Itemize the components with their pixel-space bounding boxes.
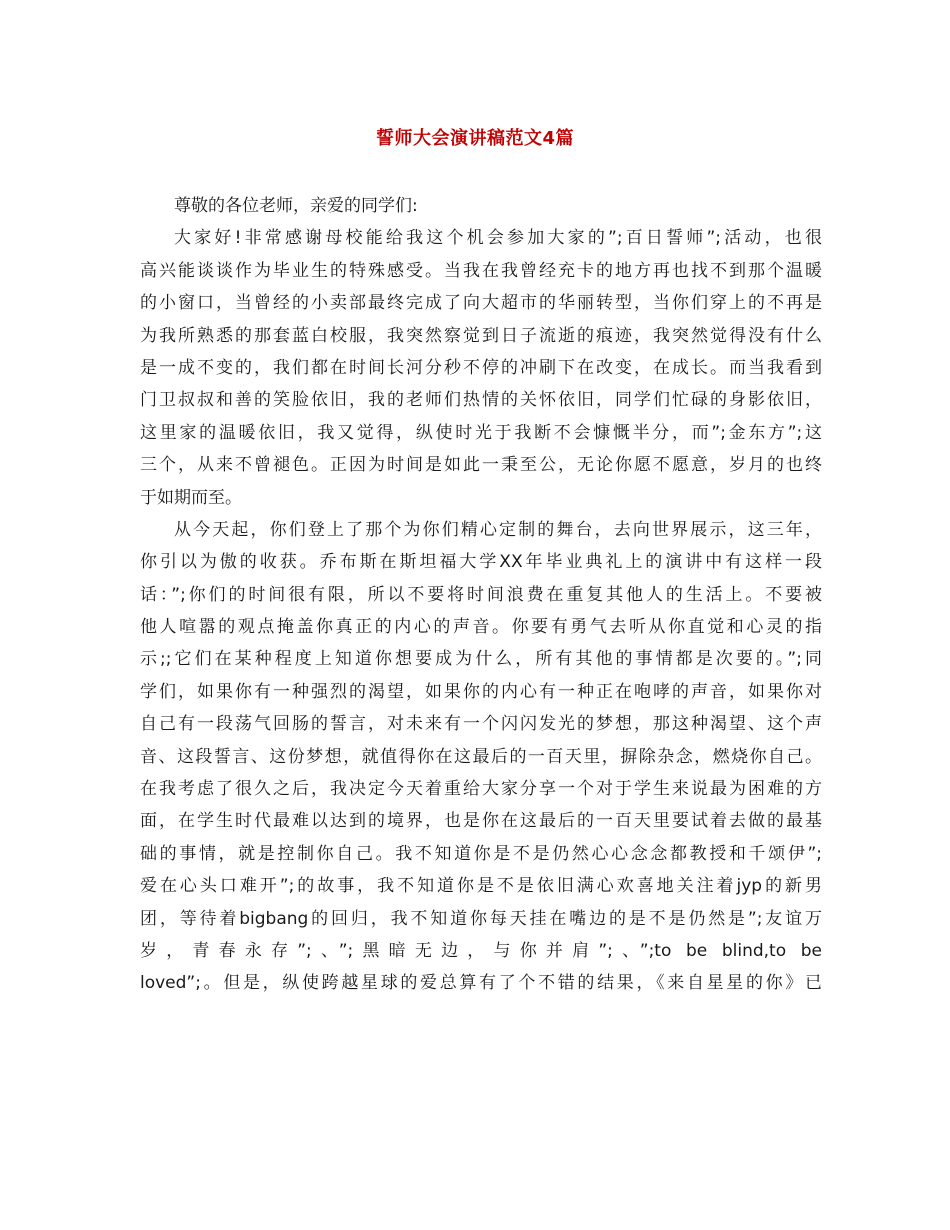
text-line: 这里家的温暖依旧，我又觉得，纵使时光于我断不会慷慨半分，而”;金东方”;这 xyxy=(140,422,822,443)
text-line: 学们，如果你有一种强烈的渴望，如果你的内心有一种正在咆哮的声音，如果你对 xyxy=(140,681,822,702)
text-line: 自己有一段荡气回肠的誓言，对未来有一个闪闪发光的梦想，那这种渴望、这个声 xyxy=(140,714,822,735)
text-line: 爱在心头口难开”;的故事，我不知道你是不是依旧满心欢喜地关注着jyp的新男 xyxy=(140,876,822,897)
document-body xyxy=(140,190,822,1000)
text-line: loved”;。但是，纵使跨越星球的爱总算有了个不错的结果，《来自星星的你》已 xyxy=(140,973,822,994)
text-line: 团，等待着bigbang的回归，我不知道你每天挂在嘴边的是不是仍然是”;友谊万 xyxy=(140,908,822,929)
text-line: 岁，青春永存”;、”;黑暗无边，与你并肩”;、”;to be blind,to be xyxy=(140,940,822,961)
text-line: 的小窗口，当曾经的小卖部最终完成了向大超市的华丽转型，当你们穿上的不再是 xyxy=(140,293,822,314)
text-line: 是一成不变的，我们都在时间长河分秒不停的冲刷下在改变，在成长。而当我看到 xyxy=(140,357,822,378)
text-line: 于如期而至。 xyxy=(140,487,242,508)
text-line: 音、这段誓言、这份梦想，就值得你在这最后的一百天里，摒除杂念，燃烧你自己。 xyxy=(140,746,822,767)
text-line: 在我考虑了很久之后，我决定今天着重给大家分享一个对于学生来说最为困难的方 xyxy=(140,779,822,800)
text-line: 面，在学生时代最难以达到的境界，也是你在这最后的一百天里要试着去做的最基 xyxy=(140,811,822,832)
text-line: 为我所熟悉的那套蓝白校服，我突然察觉到日子流逝的痕迹，我突然觉得没有什么 xyxy=(140,325,822,346)
text-line: 从今天起，你们登上了那个为你们精心定制的舞台，去向世界展示，这三年， xyxy=(174,519,822,540)
text-line: 门卫叔叔和善的笑脸依旧，我的老师们热情的关怀依旧，同学们忙碌的身影依旧， xyxy=(140,390,822,411)
text-line: 础的事情，就是控制你自己。我不知道你是不是仍然心心念念都教授和千颂伊”; xyxy=(140,843,822,864)
text-line: 你引以为傲的收获。乔布斯在斯坦福大学XX年毕业典礼上的演讲中有这样一段 xyxy=(140,552,822,573)
text-line: 示;;它们在某种程度上知道你想要成为什么，所有其他的事情都是次要的。”;同 xyxy=(140,649,822,670)
document-title: 誓师大会演讲稿范文4篇 xyxy=(375,128,575,149)
text-line: 大家好!非常感谢母校能给我这个机会参加大家的”;百日誓师”;活动，也很 xyxy=(174,228,822,249)
text-line: 高兴能谈谈作为毕业生的特殊感受。当我在我曾经充卡的地方再也找不到那个温暖 xyxy=(140,260,822,281)
text-line: 话：”;你们的时间很有限，所以不要将时间浪费在重复其他人的生活上。不要被 xyxy=(140,584,822,605)
text-line: 尊敬的各位老师，亲爱的同学们: xyxy=(174,196,418,216)
text-line: 三个，从来不曾褪色。正因为时间是如此一秉至公，无论你愿不愿意，岁月的也终 xyxy=(140,455,822,476)
text-line: 他人喧嚣的观点掩盖你真正的内心的声音。你要有勇气去听从你直觉和心灵的指 xyxy=(140,617,822,638)
